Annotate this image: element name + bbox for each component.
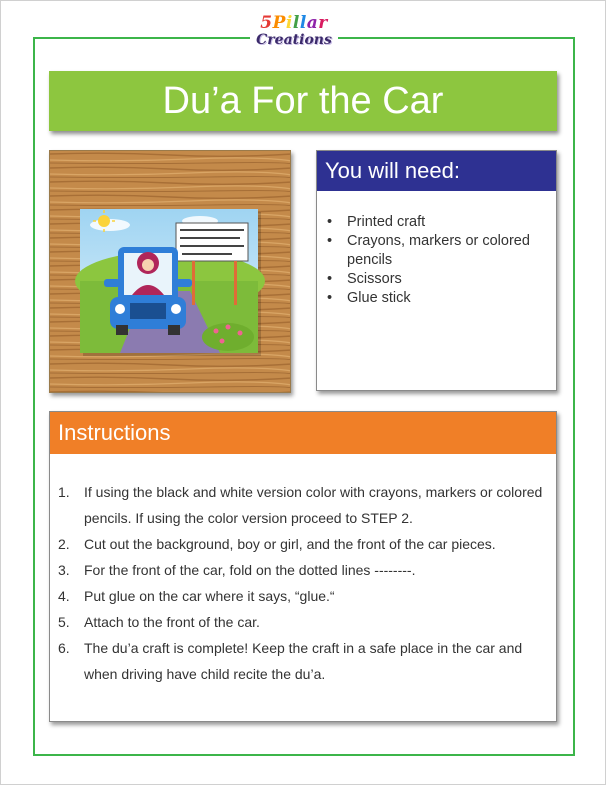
logo-letter: l <box>292 13 300 33</box>
step-number: 4. <box>58 588 70 604</box>
step-number: 5. <box>58 614 70 630</box>
step-text: Put glue on the car where it says, “glue.“ <box>84 588 335 604</box>
instructions-heading: Instructions <box>50 412 556 454</box>
logo-letter: i <box>285 13 293 33</box>
step-number: 1. <box>58 484 70 500</box>
materials-item: • Glue stick <box>325 289 548 308</box>
logo-letter: 5 <box>260 13 273 33</box>
instruction-step <box>58 609 546 635</box>
step-text: Attach to the front of the car. <box>84 614 260 630</box>
step-text: If using the black and white version color with crayons, markers or colored pencils. If using the color version proceed to STEP 2. <box>84 484 543 526</box>
logo <box>250 14 338 56</box>
instruction-step <box>58 479 546 531</box>
logo-line2: Creations <box>256 32 332 48</box>
instruction-step <box>58 531 546 557</box>
instructions-list <box>50 454 556 687</box>
materials-heading: You will need: <box>317 151 556 191</box>
step-number: 6. <box>58 640 70 656</box>
step-text: Cut out the background, boy or girl, and the front of the car pieces. <box>84 536 496 552</box>
materials-item: • Crayons, markers or colored pencils <box>325 232 548 270</box>
logo-letter: P <box>272 13 286 33</box>
step-number: 2. <box>58 536 70 552</box>
materials-item: • Scissors <box>325 270 548 289</box>
instruction-step <box>58 583 546 609</box>
logo-letter: l <box>299 13 307 33</box>
logo-letter: r <box>318 13 328 33</box>
instructions-panel <box>49 411 557 722</box>
logo-letter: a <box>306 13 319 33</box>
logo-line1 <box>250 14 338 32</box>
craft-photo-illustration <box>50 151 291 393</box>
craft-photo <box>49 150 291 393</box>
step-number: 3. <box>58 562 70 578</box>
materials-panel <box>316 150 557 391</box>
materials-list <box>317 191 556 308</box>
materials-item: • Printed craft <box>325 213 548 232</box>
step-text: For the front of the car, fold on the dotted lines --------. <box>84 562 416 578</box>
step-text: The du’a craft is complete! Keep the craft in a safe place in the car and when driving have child recite the du’a. <box>84 640 523 682</box>
page-title: Du’a For the Car <box>49 71 557 131</box>
instruction-step <box>58 557 546 583</box>
instruction-step <box>58 635 546 687</box>
